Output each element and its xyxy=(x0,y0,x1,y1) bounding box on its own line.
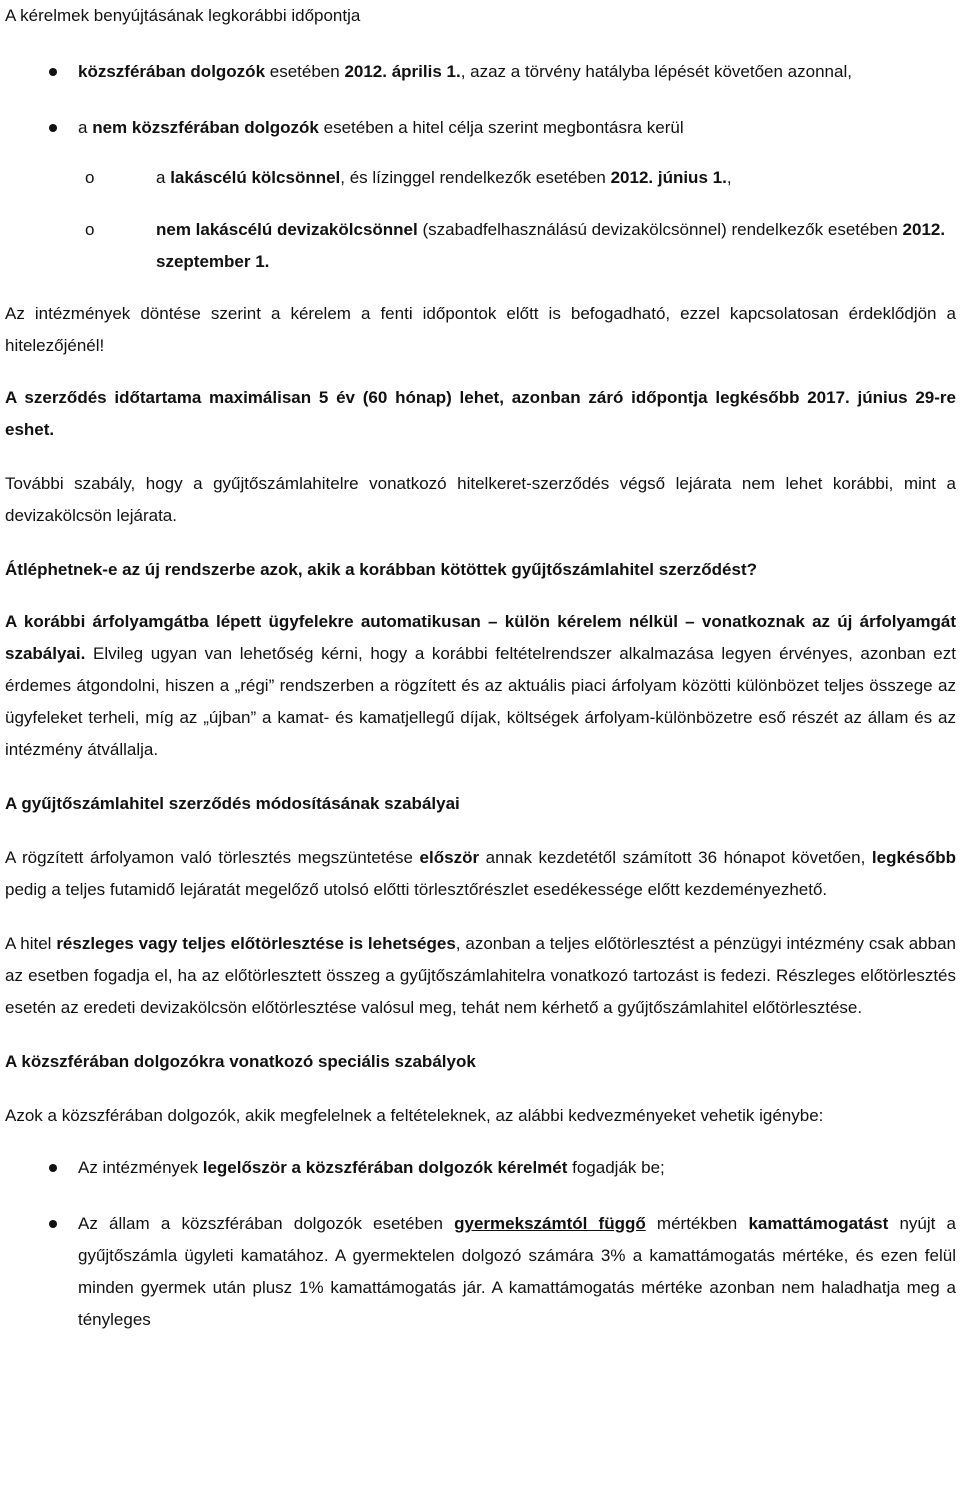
paragraph xyxy=(5,842,956,906)
text: Elvileg ugyan van lehetőség kérni, hogy a korábbi feltételrendszer alkalmazása legyen érvényes, azonban ezt érdemes átgondolni, hiszen a „régi” rendszerben a rögzített és az aktuális piaci árfolyam közötti különbözet teljes összege az ügyfeleket terheli, míg az „újban” a kamat- és kamatjellegű díjak, költségek árfolyam-különbözetre eső részét az állam és az intézmény átvállalja. xyxy=(5,644,956,759)
list-item xyxy=(5,1208,956,1336)
list-item xyxy=(5,1152,956,1184)
emphasis: A szerződés időtartama maximálisan 5 év (60 hónap) lehet, azonban záró időpontja legkésőbb 2017. június 29-re eshet. xyxy=(5,388,956,439)
bullet-icon xyxy=(49,124,57,132)
emphasis: részleges vagy teljes előtörlesztése is lehetséges xyxy=(56,934,456,953)
circle-bullet-icon: o xyxy=(85,220,95,239)
text: a xyxy=(156,168,171,187)
paragraph: Az intézmények döntése szerint a kérelem a fenti időpontok előtt is befogadható, ezzel kapcsolatosan érdeklődjön a hitelezőjénél! xyxy=(5,304,956,355)
emphasis: kamattámogatást xyxy=(748,1214,889,1233)
bullet-icon xyxy=(49,1220,57,1228)
text: nyújt a gyűjtőszámla ügyleti kamatához. A gyermektelen dolgozó számára 3% a kamattámogatás mértéke, és ezen felül minden gyermek után plusz 1% kamattámogatás jár. A kamattámogatás mértéke azonban nem haladhatja meg a tényleges xyxy=(78,1214,956,1329)
emphasis: A korábbi árfolyamgátba lépett ügyfelekre automatikusan – külön kérelem nélkül – vonatkoznak az új árfolyamgát szabályai. xyxy=(5,612,956,663)
emphasis-date: 2012. június 1. xyxy=(610,168,727,187)
list-item xyxy=(5,112,956,278)
circle-bullet-icon: o xyxy=(85,168,95,187)
emphasis: legelőször a közszférában dolgozók kérelmét xyxy=(202,1158,568,1177)
text: , azonban a teljes előtörlesztést a pénzügyi intézmény csak abban az esetben fogadja el, ha az előtörlesztett összeg a gyűjtőszámlahitelra vonatkozó tartozást is fedezi. Részleges előtörlesztés esetén az eredeti devizakölcsön előtörlesztése valósul meg, tehát nem kérhető a gyűjtőszámlahitel előtörlesztése. xyxy=(5,934,956,1017)
text: A hitel xyxy=(5,934,57,953)
emphasis: először xyxy=(419,848,480,867)
text: mértékben xyxy=(645,1214,749,1233)
text: A rögzített árfolyamon való törlesztés megszüntetése xyxy=(5,848,420,867)
section-heading xyxy=(5,788,956,820)
emphasis: legkésőbb xyxy=(871,848,956,867)
text: pedig a teljes futamidő lejáratát megelőző utolsó előtti törlesztőrészlet esedékessége előtt kezdeményezhető. xyxy=(5,880,828,899)
paragraph xyxy=(5,928,956,1024)
bullet-icon xyxy=(49,1164,57,1172)
section-heading xyxy=(5,554,956,586)
paragraph xyxy=(5,606,956,766)
bullet-list-dates xyxy=(5,56,956,278)
text: annak kezdetétől számított 36 hónapot követően, xyxy=(479,848,872,867)
emphasis-underlined: gyermekszámtól függő xyxy=(454,1214,646,1233)
heading-text: A közszférában dolgozókra vonatkozó speciális szabályok xyxy=(5,1052,476,1071)
emphasis-date: 2012. szeptember 1. xyxy=(156,220,946,271)
sub-list-item xyxy=(5,162,956,194)
emphasis-date: 2012. április 1. xyxy=(344,62,461,81)
bullet-list-benefits xyxy=(5,1152,956,1336)
emphasis: közszférában dolgozók xyxy=(78,62,266,81)
sub-list-item xyxy=(5,214,956,278)
text: esetében a hitel célja szerint megbontásra kerül xyxy=(318,118,684,137)
text: , azaz a törvény hatályba lépését követően azonnal, xyxy=(460,62,852,81)
text: , xyxy=(726,168,732,187)
emphasis: nem lakáscélú devizakölcsönnel xyxy=(156,220,418,239)
bullet-icon xyxy=(49,68,57,76)
text: a xyxy=(78,118,93,137)
emphasis: nem közszférában dolgozók xyxy=(92,118,319,137)
text: esetében xyxy=(265,62,345,81)
text: , és lízinggel rendelkezők esetében xyxy=(340,168,611,187)
list-item xyxy=(5,56,956,88)
heading-text: A gyűjtőszámlahitel szerződés módosításának szabályai xyxy=(5,794,460,813)
section-heading xyxy=(5,1046,956,1078)
heading-text: Átléphetnek-e az új rendszerbe azok, akik a korábban kötöttek gyűjtőszámlahitel szerződést? xyxy=(5,560,757,579)
text: Az állam a közszférában dolgozók esetében xyxy=(78,1214,455,1233)
sub-list xyxy=(5,162,956,278)
text: Az intézmények xyxy=(78,1158,203,1177)
text: fogadják be; xyxy=(567,1158,665,1177)
paragraph: Azok a közszférában dolgozók, akik megfelelnek a feltételeknek, az alábbi kedvezményeket vehetik igénybe: xyxy=(5,1106,824,1125)
paragraph-bold xyxy=(5,382,956,446)
text: (szabadfelhasználású devizakölcsönnel) rendelkezők esetében xyxy=(417,220,903,239)
section-title-earliest-date: A kérelmek benyújtásának legkorábbi időpontja xyxy=(5,6,361,25)
emphasis: lakáscélú kölcsönnel xyxy=(170,168,341,187)
paragraph: További szabály, hogy a gyűjtőszámlahitelre vonatkozó hitelkeret-szerződés végső lejárata nem lehet korábbi, mint a devizakölcsön lejárata. xyxy=(5,474,956,525)
